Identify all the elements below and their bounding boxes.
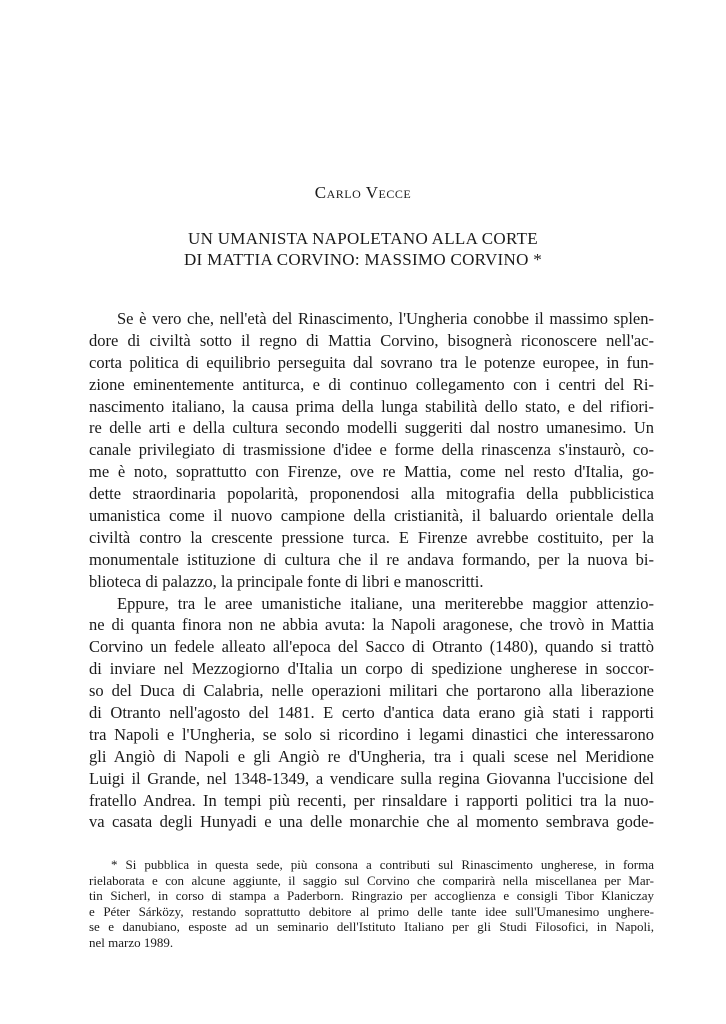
footnote-line: * Si pubblica in questa sede, più consona a contributi sul Rinascimento ungherese, in forma xyxy=(111,857,654,872)
footnote-line: nel marzo 1989. xyxy=(89,934,174,950)
footnote-line: tin Sicherl, in corso di stampa a Paderborn. Ringrazio per accoglienza e consigli Tibor Klaniczay xyxy=(89,888,654,903)
footnote xyxy=(89,857,654,950)
text-line: so del Duca di Calabria, nelle operazioni militari che portarono alla liberazione xyxy=(89,681,654,701)
body-text xyxy=(89,308,654,833)
author-name: Carlo Vecce xyxy=(314,183,412,202)
title-line: UN UMANISTA NAPOLETANO ALLA CORTE xyxy=(188,229,538,248)
footnote-line: e Péter Sárközy, restando soprattutto debitore al primo delle tante idee sull'Umanesimo unghere- xyxy=(89,903,654,919)
text-line: corta politica di equilibrio perseguita dal sovrano tra le potenze europee, in fun- xyxy=(89,352,654,372)
text-line: di Otranto nell'agosto del 1481. E certo d'antica data erano già stati i rapporti xyxy=(89,703,654,723)
text-line: re delle arti e della cultura secondo modelli suggeriti dal nostro umanesimo. Un xyxy=(89,418,654,438)
text-line: dore di civiltà sotto il regno di Mattia Corvino, bisognerà riconoscere nell'ac- xyxy=(89,330,654,350)
footnote-line: se e danubiano, esposte ad un seminario dell'Istituto Italiano per gli Studi Filosofici, in Napoli, xyxy=(89,919,654,934)
footnote-line: rielaborata e con alcune aggiunte, il saggio sul Corvino che comparirà nella miscellanea per Mar- xyxy=(89,872,654,888)
text-line: ne di quanta finora non ne abbia avuta: la Napoli aragonese, che trovò in Mattia xyxy=(89,615,654,635)
text-line: me è noto, soprattutto con Firenze, ove re Mattia, come nel resto d'Italia, go- xyxy=(89,462,654,482)
text-line: nascimento italiano, la causa prima della lunga stabilità dello stato, e del rifiori- xyxy=(89,396,654,416)
text-line: di inviare nel Mezzogiorno d'Italia un corpo di spedizione ungherese in soccor- xyxy=(89,659,654,679)
text-line: monumentale istituzione di cultura che il re andava formando, per la nuova bi- xyxy=(89,549,654,569)
text-line: dette straordinaria popolarità, proponendosi alla mitografia della pubblicistica xyxy=(89,484,654,504)
text-line: Eppure, tra le aree umanistiche italiane, una meriterebbe maggior attenzio- xyxy=(117,593,654,613)
text-line: umanistica come il nuovo campione della cristianità, il baluardo orientale della xyxy=(89,506,654,526)
text-line: Luigi il Grande, nel 1348-1349, a vendicare sulla regina Giovanna l'uccisione del xyxy=(89,768,654,788)
text-line: zione eminentemente antiturca, e di continuo collegamento con i centri del Ri- xyxy=(89,374,654,394)
text-line: blioteca di palazzo, la principale fonte di libri e manoscritti. xyxy=(89,571,484,591)
text-line: gli Angiò di Napoli e gli Angiò re d'Ungheria, tra i quali scese nel Meridione xyxy=(89,746,654,766)
text-line: tra Napoli e l'Ungheria, se solo si ricordino i legami dinastici che interessarono xyxy=(89,724,654,744)
text-line: Corvino un fedele alleato all'epoca del Sacco di Otranto (1480), quando si trattò xyxy=(89,637,654,657)
text-line: fratello Andrea. In tempi più recenti, per rinsaldare i rapporti politici tra la nuo- xyxy=(89,790,654,810)
article-title xyxy=(0,228,726,270)
text-line: va casata degli Hunyadi e una delle monarchie che al momento sembrava gode- xyxy=(89,812,654,832)
title-line: DI MATTIA CORVINO: MASSIMO CORVINO * xyxy=(183,250,542,269)
text-line: canale privilegiato di trasmissione d'idee e forme della rinascenza s'instaurò, co- xyxy=(89,440,654,460)
text-line: civiltà contro la crescente pressione turca. E Firenze avrebbe costituito, per la xyxy=(89,527,654,547)
text-line: Se è vero che, nell'età del Rinascimento, l'Ungheria conobbe il massimo splen- xyxy=(117,309,654,328)
